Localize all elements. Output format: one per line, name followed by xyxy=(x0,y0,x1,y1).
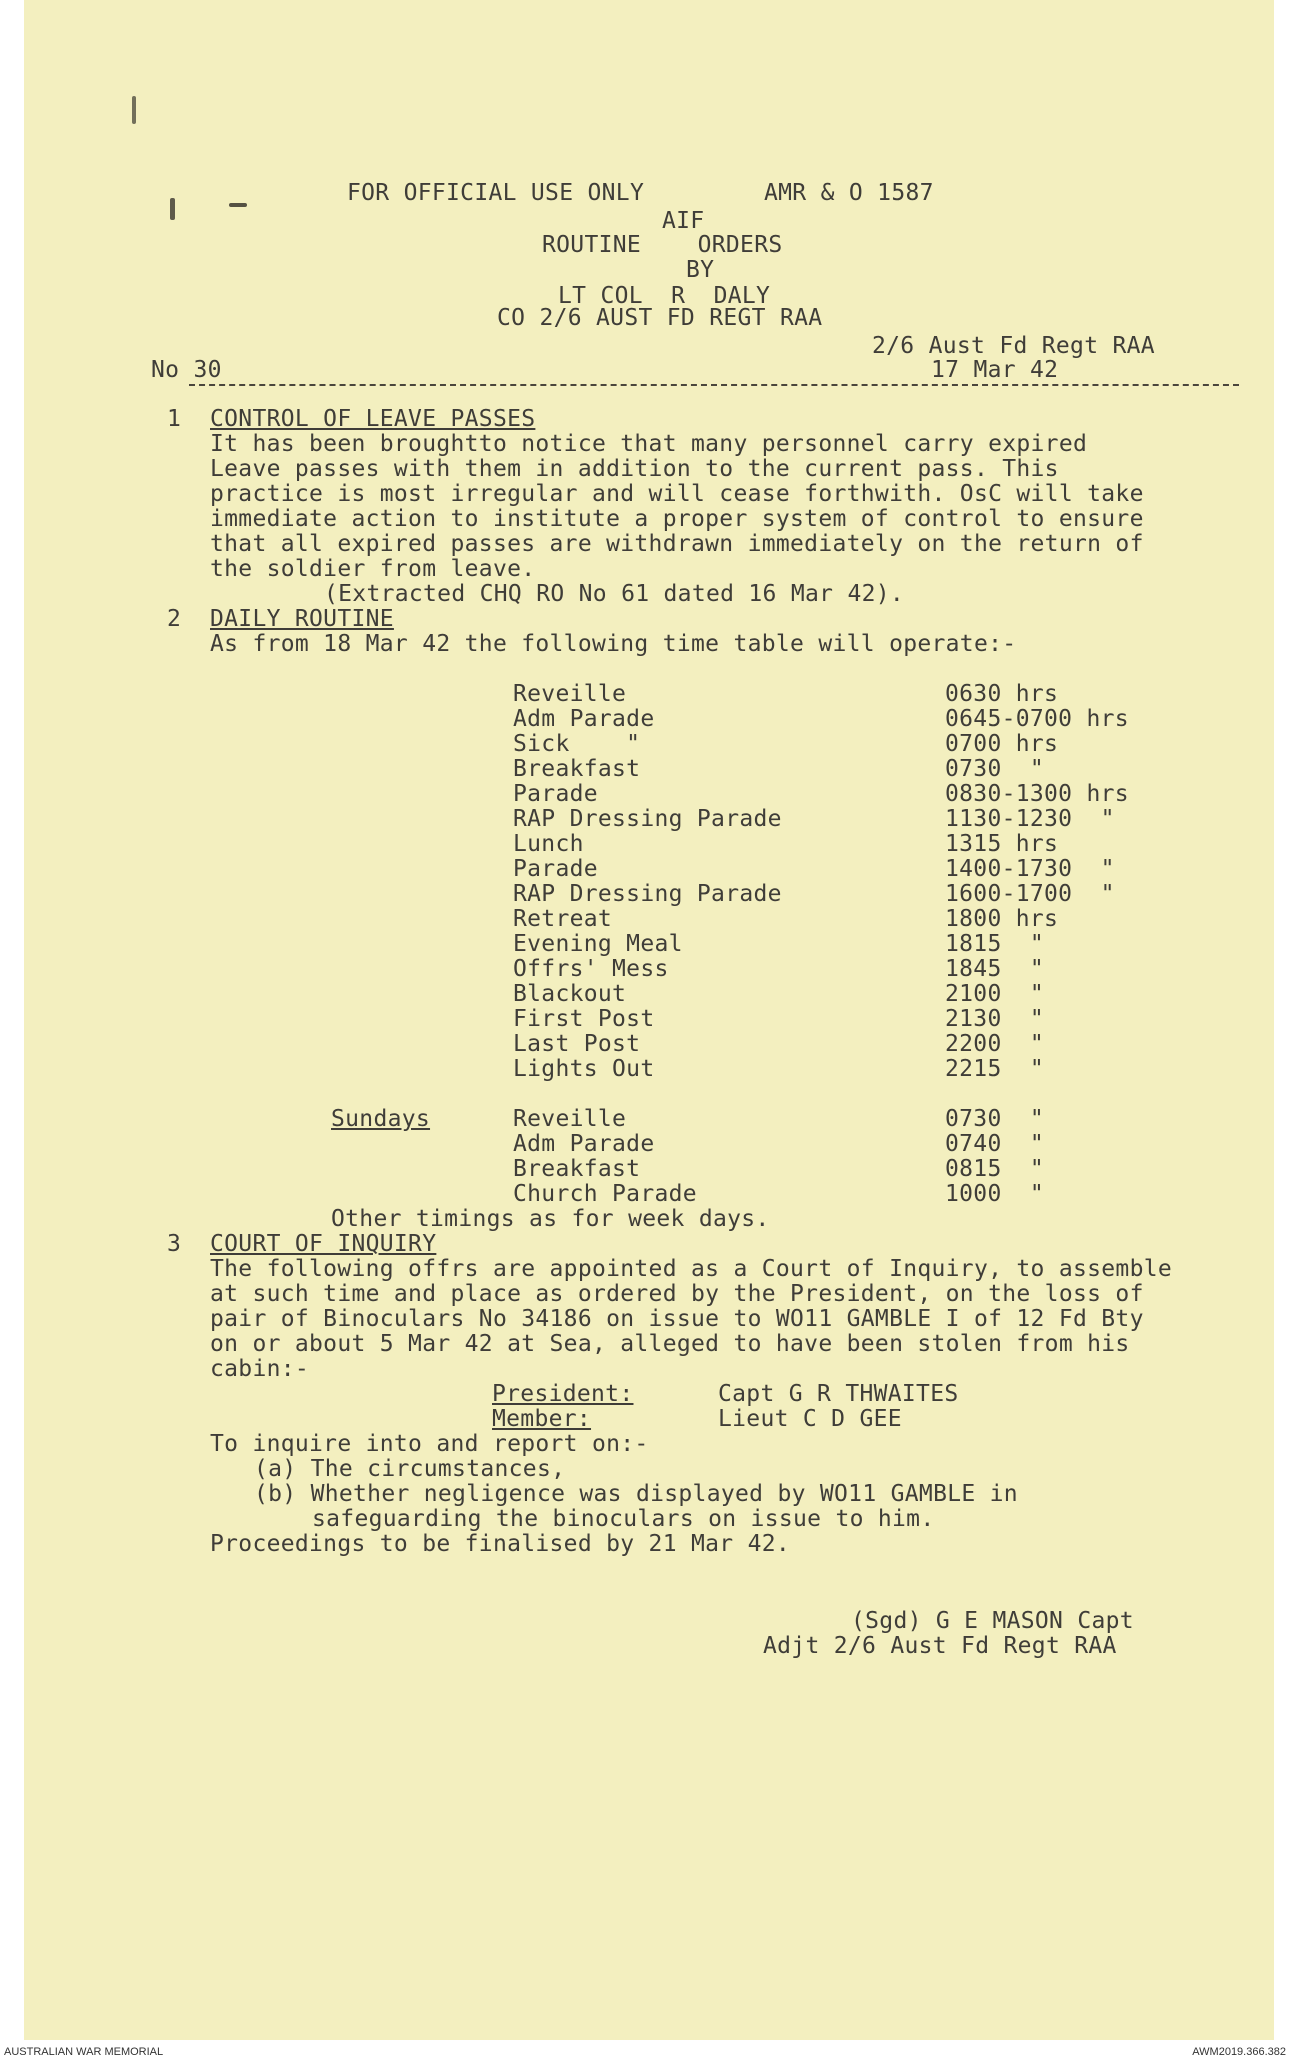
timetable-event: Breakfast xyxy=(513,756,641,782)
header-rule xyxy=(189,384,1239,386)
timetable-event: Retreat xyxy=(513,906,613,932)
sundays-label: Sundays xyxy=(331,1106,431,1132)
section-1-title: CONTROL OF LEAVE PASSES xyxy=(210,406,536,432)
punch-mark-left xyxy=(170,198,175,220)
section-2-title: DAILY ROUTINE xyxy=(210,606,394,632)
timetable-event: Church Parade xyxy=(513,1181,697,1207)
timetable-time: 2215 " xyxy=(945,1056,1045,1082)
timetable-event: Parade xyxy=(513,856,598,882)
footer-accession: AWM2019.366.382 xyxy=(1192,2046,1286,2058)
order-date: 17 Mar 42 xyxy=(931,357,1059,383)
timetable-time: 1130-1230 " xyxy=(945,806,1115,832)
timetable-event: Offrs' Mess xyxy=(513,956,669,982)
section-3-line: The following offrs are appointed as a Court of Inquiry, to assemble xyxy=(210,1256,1173,1282)
routine-orders-title: ROUTINE ORDERS xyxy=(542,232,783,258)
by-label: BY xyxy=(686,257,715,283)
section-3-title: COURT OF INQUIRY xyxy=(210,1231,437,1257)
unit-right: 2/6 Aust Fd Regt RAA xyxy=(872,333,1155,359)
amr-reference: AMR & O 1587 xyxy=(764,180,934,206)
timetable-time: 2200 " xyxy=(945,1031,1045,1057)
timetable-event: Evening Meal xyxy=(513,931,683,957)
aif-label: AIF xyxy=(662,208,705,234)
section-1-extract: (Extracted CHQ RO No 61 dated 16 Mar 42). xyxy=(324,581,905,607)
timetable-time: 2130 " xyxy=(945,1006,1045,1032)
timetable-time: 0630 hrs xyxy=(945,681,1059,707)
timetable-time: 1600-1700 " xyxy=(945,881,1115,907)
signature-title: Adjt 2/6 Aust Fd Regt RAA xyxy=(763,1633,1117,1659)
signature-line: (Sgd) G E MASON Capt xyxy=(851,1608,1134,1634)
inquiry-item-b: (b) Whether negligence was displayed by WO11 GAMBLE in xyxy=(254,1481,1018,1507)
inquiry-item-b-cont: safeguarding the binoculars on issue to him. xyxy=(312,1506,935,1532)
section-3-line: cabin:- xyxy=(210,1356,310,1382)
president-label: President: xyxy=(492,1381,634,1407)
timetable-time: 0700 hrs xyxy=(945,731,1059,757)
timetable-time: 0645-0700 hrs xyxy=(945,706,1129,732)
inquire-line: To inquire into and report on:- xyxy=(210,1431,649,1457)
timetable-time: 0830-1300 hrs xyxy=(945,781,1129,807)
section-1-line: immediate action to institute a proper system of control to ensure xyxy=(210,506,1144,532)
timetable-time: 1800 hrs xyxy=(945,906,1059,932)
section-3-line: on or about 5 Mar 42 at Sea, alleged to have been stolen from his xyxy=(210,1331,1130,1357)
inquiry-item-a: (a) The circumstances, xyxy=(254,1456,566,1482)
timetable-event: Lunch xyxy=(513,831,584,857)
timetable-event: Sick " xyxy=(513,731,641,757)
member-label: Member: xyxy=(492,1406,592,1432)
timetable-event: Reveille xyxy=(513,1106,627,1132)
timetable-time: 2100 " xyxy=(945,981,1045,1007)
section-1-line: It has been broughtto notice that many personnel carry expired xyxy=(210,431,1088,457)
official-use-label: FOR OFFICIAL USE ONLY xyxy=(347,180,645,206)
document-page xyxy=(24,0,1274,2040)
timetable-time: 1000 " xyxy=(945,1181,1045,1207)
timetable-time: 0730 " xyxy=(945,1106,1045,1132)
punch-mark-dash xyxy=(229,203,247,207)
president-name: Capt G R THWAITES xyxy=(718,1381,959,1407)
timetable-event: RAP Dressing Parade xyxy=(513,806,782,832)
timetable-event: Adm Parade xyxy=(513,706,655,732)
timetable-event: Lights Out xyxy=(513,1056,655,1082)
timetable-time: 0730 " xyxy=(945,756,1045,782)
section-2-number: 2 xyxy=(167,606,182,632)
proceedings-line: Proceedings to be finalised by 21 Mar 42. xyxy=(210,1531,791,1557)
section-1-line: the soldier from leave. xyxy=(210,556,536,582)
punch-mark-top xyxy=(132,96,136,124)
section-3-line: at such time and place as ordered by the President, on the loss of xyxy=(210,1281,1144,1307)
section-3-line: pair of Binoculars No 34186 on issue to WO11 GAMBLE I of 12 Fd Bty xyxy=(210,1306,1144,1332)
timetable-event: First Post xyxy=(513,1006,655,1032)
routine-orders-document xyxy=(24,0,1274,2040)
timetable-event: RAP Dressing Parade xyxy=(513,881,782,907)
unit-name: CO 2/6 AUST FD REGT RAA xyxy=(497,305,823,331)
commander-name: LT COL R DALY xyxy=(558,283,771,309)
timetable-time: 1315 hrs xyxy=(945,831,1059,857)
timetable-event: Last Post xyxy=(513,1031,641,1057)
timetable-time: 0740 " xyxy=(945,1131,1045,1157)
timetable-time: 1400-1730 " xyxy=(945,856,1115,882)
footer-institution: AUSTRALIAN WAR MEMORIAL xyxy=(4,2046,164,2058)
section-1-line: that all expired passes are withdrawn immediately on the return of xyxy=(210,531,1144,557)
timetable-event: Parade xyxy=(513,781,598,807)
section-1-line: Leave passes with them in addition to the current pass. This xyxy=(210,456,1059,482)
timetable-time: 1845 " xyxy=(945,956,1045,982)
section-2-intro: As from 18 Mar 42 the following time table will operate:- xyxy=(210,631,1017,657)
order-number: No 30 xyxy=(151,357,222,383)
timetable-event: Breakfast xyxy=(513,1156,641,1182)
member-name: Lieut C D GEE xyxy=(718,1406,902,1432)
timetable-event: Blackout xyxy=(513,981,627,1007)
section-2-other-timings: Other timings as for week days. xyxy=(331,1206,770,1232)
section-1-line: practice is most irregular and will cease forthwith. OsC will take xyxy=(210,481,1144,507)
timetable-event: Adm Parade xyxy=(513,1131,655,1157)
timetable-time: 0815 " xyxy=(945,1156,1045,1182)
timetable-time: 1815 " xyxy=(945,931,1045,957)
section-3-number: 3 xyxy=(167,1231,182,1257)
timetable-event: Reveille xyxy=(513,681,627,707)
section-1-number: 1 xyxy=(167,406,182,432)
